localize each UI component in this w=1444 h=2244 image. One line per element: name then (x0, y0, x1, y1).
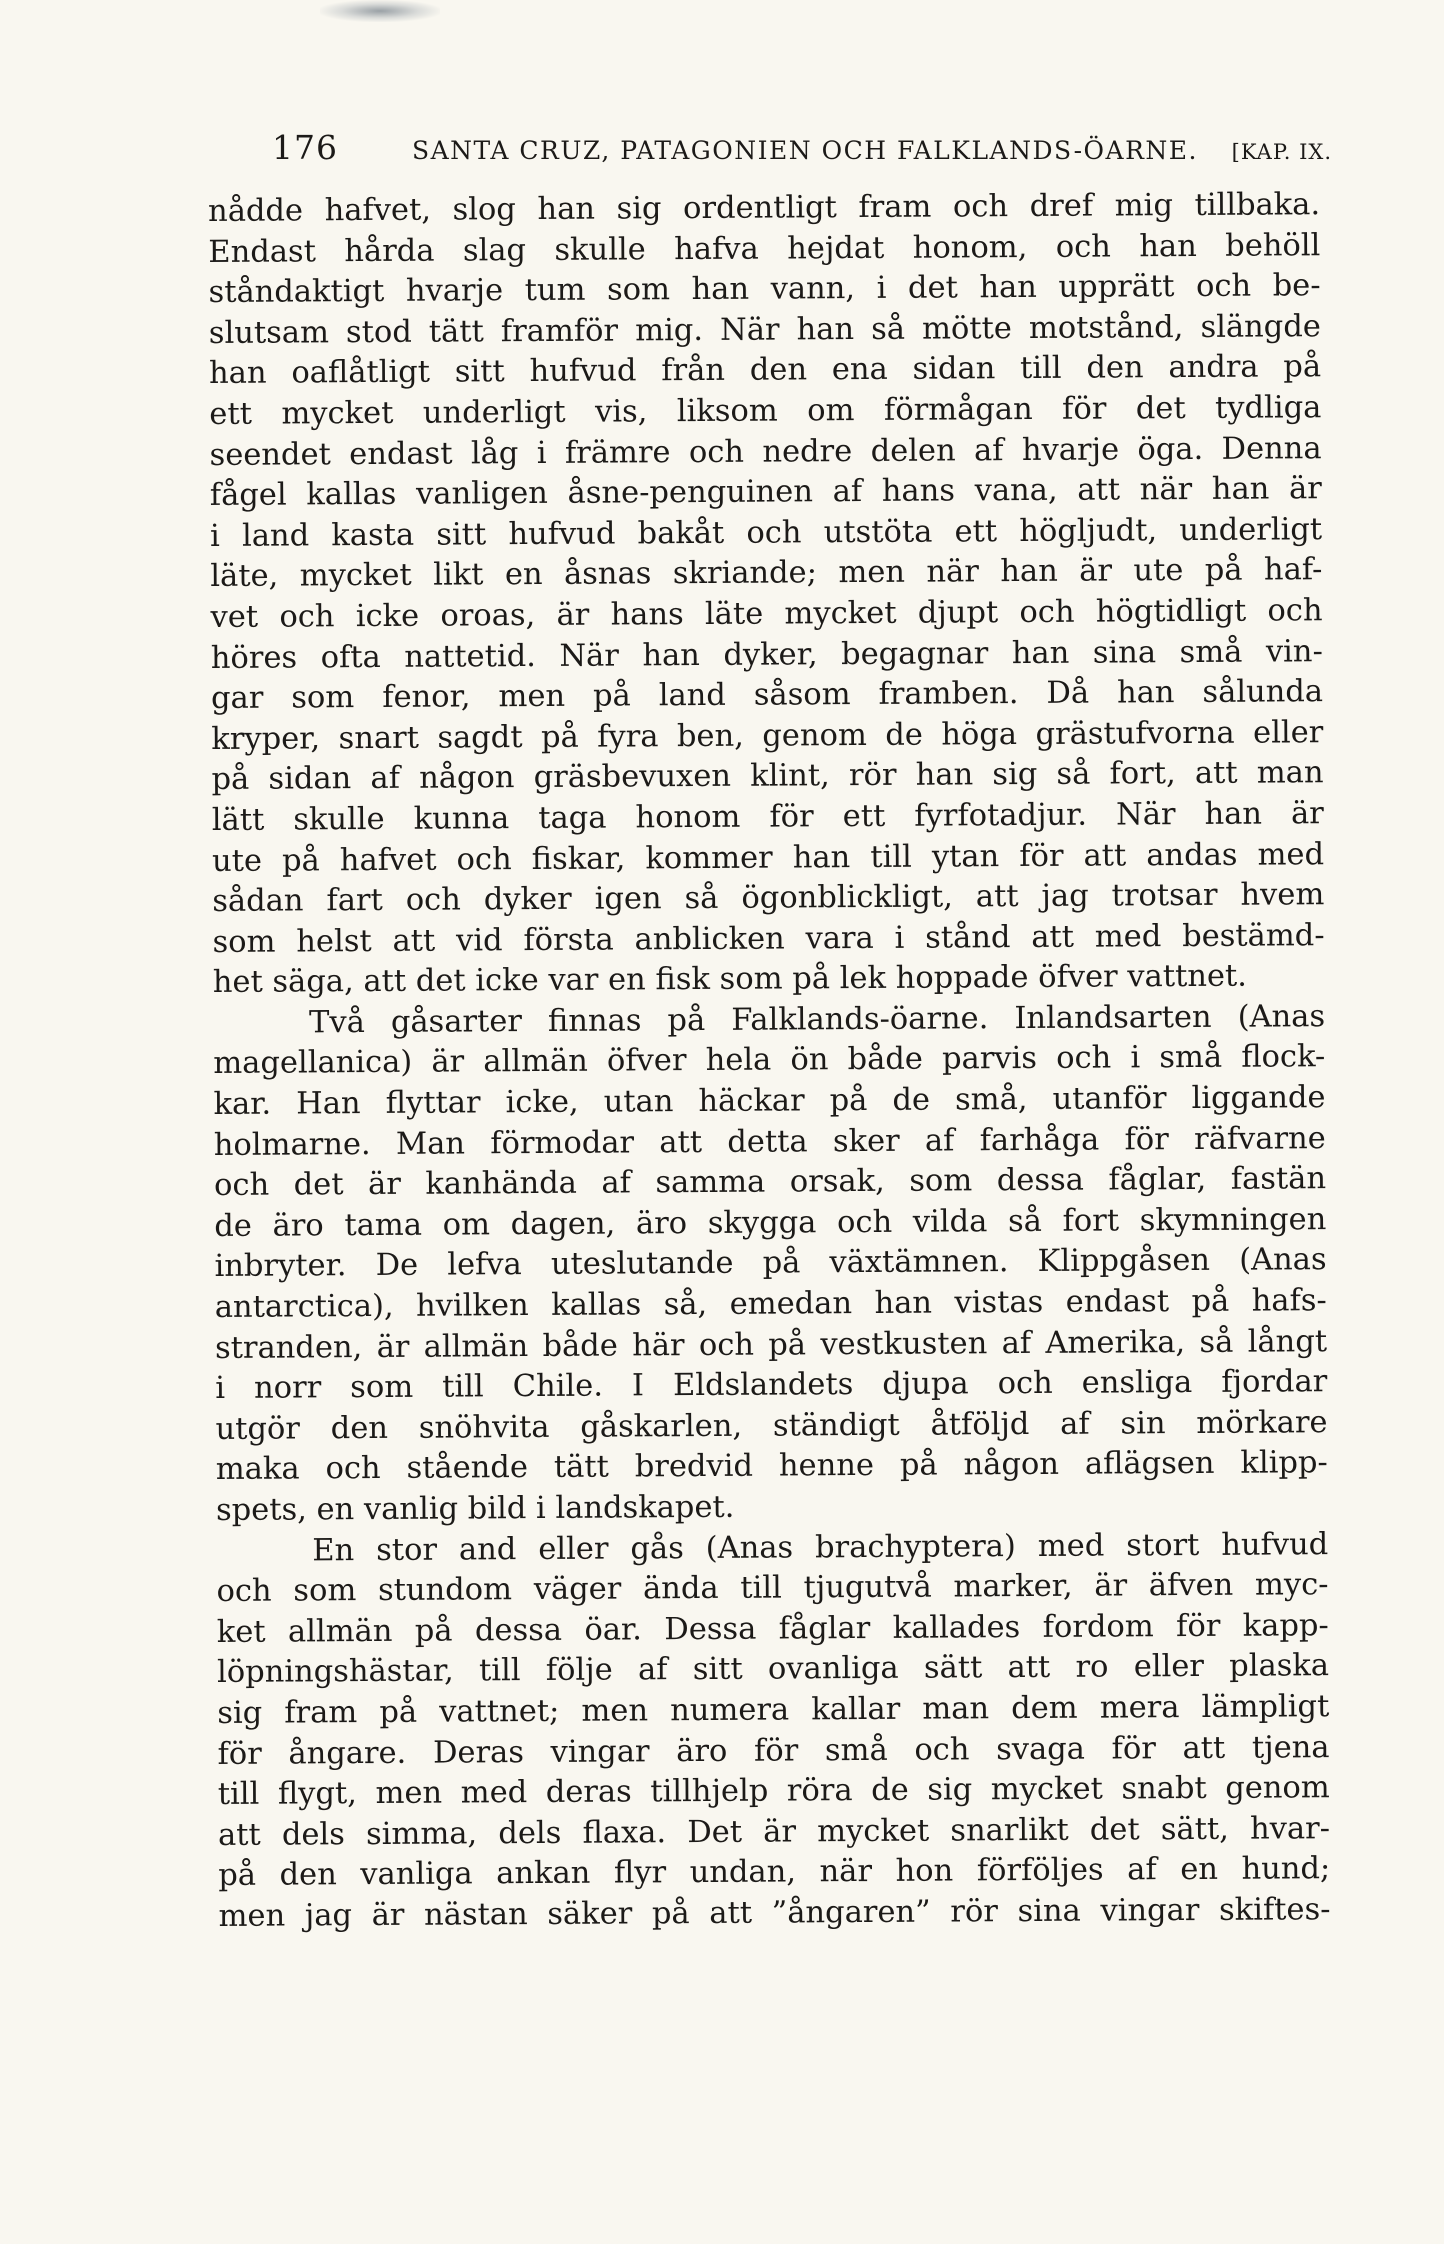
text-line: gar som fenor, men på land såsom framben. Då han sålunda (210, 674, 1324, 717)
text-line: slutsam stod tätt framför mig. När han så mötte motstånd, slängde (208, 308, 1321, 351)
print-smudge (320, 0, 440, 22)
text-line: ket allmän på dessa öar. Dessa fåglar kallades fordom för kapp- (216, 1607, 1329, 1650)
text-line: höres ofta nattetid. När han dyker, begagnar han sina små vin- (210, 633, 1323, 676)
running-head (272, 128, 1332, 172)
text-line: antarctica), hvilken kallas så, emedan han vistas endast på hafs- (214, 1283, 1327, 1326)
running-title: SANTA CRUZ, PATAGONIEN OCH FALKLANDS-ÖARNE. (412, 136, 1198, 165)
text-line: i norr som till Chile. I Eldslandets djupa och ensliga fjordar (215, 1364, 1328, 1407)
text-line: men jag är nästan säker på att ”ångaren” rör sina vingar skiftes- (218, 1892, 1331, 1934)
text-line: löpningshästar, till följe af sitt ovanliga sätt att ro eller plaska (216, 1648, 1330, 1691)
page-number: 176 (272, 128, 338, 167)
text-line: att dels simma, dels flaxa. Det är mycket snarlikt det sätt, hvar- (217, 1810, 1331, 1853)
text-line: nådde hafvet, slog han sig ordentligt fram och dref mig tillbaka. (208, 187, 1321, 229)
text-line: kryper, snart sagdt på fyra ben, genom de höga grästufvorna eller (211, 714, 1324, 757)
text-line: på sidan af någon gräsbevuxen klint, rör han sig så fort, att man (211, 755, 1324, 798)
text-line: sig fram på vattnet; men numera kallar man dem mera lämpligt (217, 1689, 1330, 1731)
chapter-reference: [KAP. IX. (1231, 140, 1332, 164)
text-line: och det är kanhända af samma orsak, som dessa fåglar, fastän (213, 1161, 1327, 1204)
text-line: utgör den snöhvita gåskarlen, ständigt åtföljd af sin mörkare (215, 1404, 1328, 1447)
text-line: som helst att vid första anblicken vara i stånd att med bestämd- (212, 917, 1325, 960)
text-line: i land kasta sitt hufvud bakåt och utstöta ett högljudt, underligt (209, 511, 1323, 554)
text-line: maka och stående tätt bredvid henne på någon aflägsen klipp- (215, 1445, 1328, 1488)
text-line: och som stundom väger ända till tjugutvå marker, är äfven myc- (216, 1567, 1329, 1610)
text-line: vet och icke oroas, är hans läte mycket djupt och högtidligt och (210, 593, 1323, 635)
text-line: Endast hårda slag skulle hafva hejdat honom, och han behöll (208, 227, 1321, 270)
text-line: het säga, att det icke var en fisk som på lek hoppade öfver vattnet. (212, 958, 1248, 1001)
text-line: lätt skulle kunna taga honom för ett fyrfotadjur. När han är (211, 796, 1324, 838)
text-line: läte, mycket likt en åsnas skriande; men när han är ute på haf- (210, 552, 1323, 595)
text-line: han oaflåtligt sitt hufvud från den ena sidan till den andra på (209, 349, 1322, 392)
text-line: de äro tama om dagen, äro skygga och vilda så fort skymningen (214, 1202, 1327, 1244)
text-line: holmarne. Man förmodar att detta sker af farhåga för räfvarne (213, 1120, 1326, 1163)
text-line: kar. Han flyttar icke, utan häckar på de små, utanför liggande (213, 1080, 1326, 1123)
text-line: ett mycket underligt vis, liksom om förmågan för det tydliga (209, 390, 1322, 432)
text-line: till flygt, men med deras tillhjelp röra de sig mycket snabt genom (217, 1770, 1330, 1813)
text-line: ståndaktigt hvarje tum som han vann, i det han upprätt och be- (208, 268, 1321, 311)
text-line: på den vanliga ankan flyr undan, när hon förföljes af en hund; (218, 1851, 1331, 1894)
text-line: fågel kallas vanligen åsne-penguinen af hans vana, att när han är (209, 471, 1322, 514)
text-line: En stor and eller gås (Anas brachyptera) med stort hufvud (312, 1526, 1329, 1568)
text-line: seendet endast låg i främre och nedre delen af hvarje öga. Denna (209, 430, 1322, 473)
text-line: för ångare. Deras vingar äro för små och svaga för att tjena (217, 1729, 1330, 1772)
text-line: inbryter. De lefva uteslutande på växtämnen. Klippgåsen (Anas (214, 1242, 1327, 1285)
text-line: stranden, är allmän både här och på vestkusten af Amerika, så långt (214, 1323, 1328, 1366)
text-line: magellanica) är allmän öfver hela ön både parvis och i små flock- (213, 1039, 1326, 1082)
text-line: spets, en vanlig bild i landskapet. (215, 1489, 735, 1528)
text-line: ute på hafvet och fiskar, kommer han till ytan för att andas med (211, 836, 1325, 879)
body-text (208, 185, 1331, 1937)
text-line: Två gåsarter finnas på Falklands-öarne. Inlandsarten (Anas (308, 999, 1326, 1041)
text-line: sådan fart och dyker igen så ögonblickligt, att jag trotsar hvem (212, 877, 1325, 920)
